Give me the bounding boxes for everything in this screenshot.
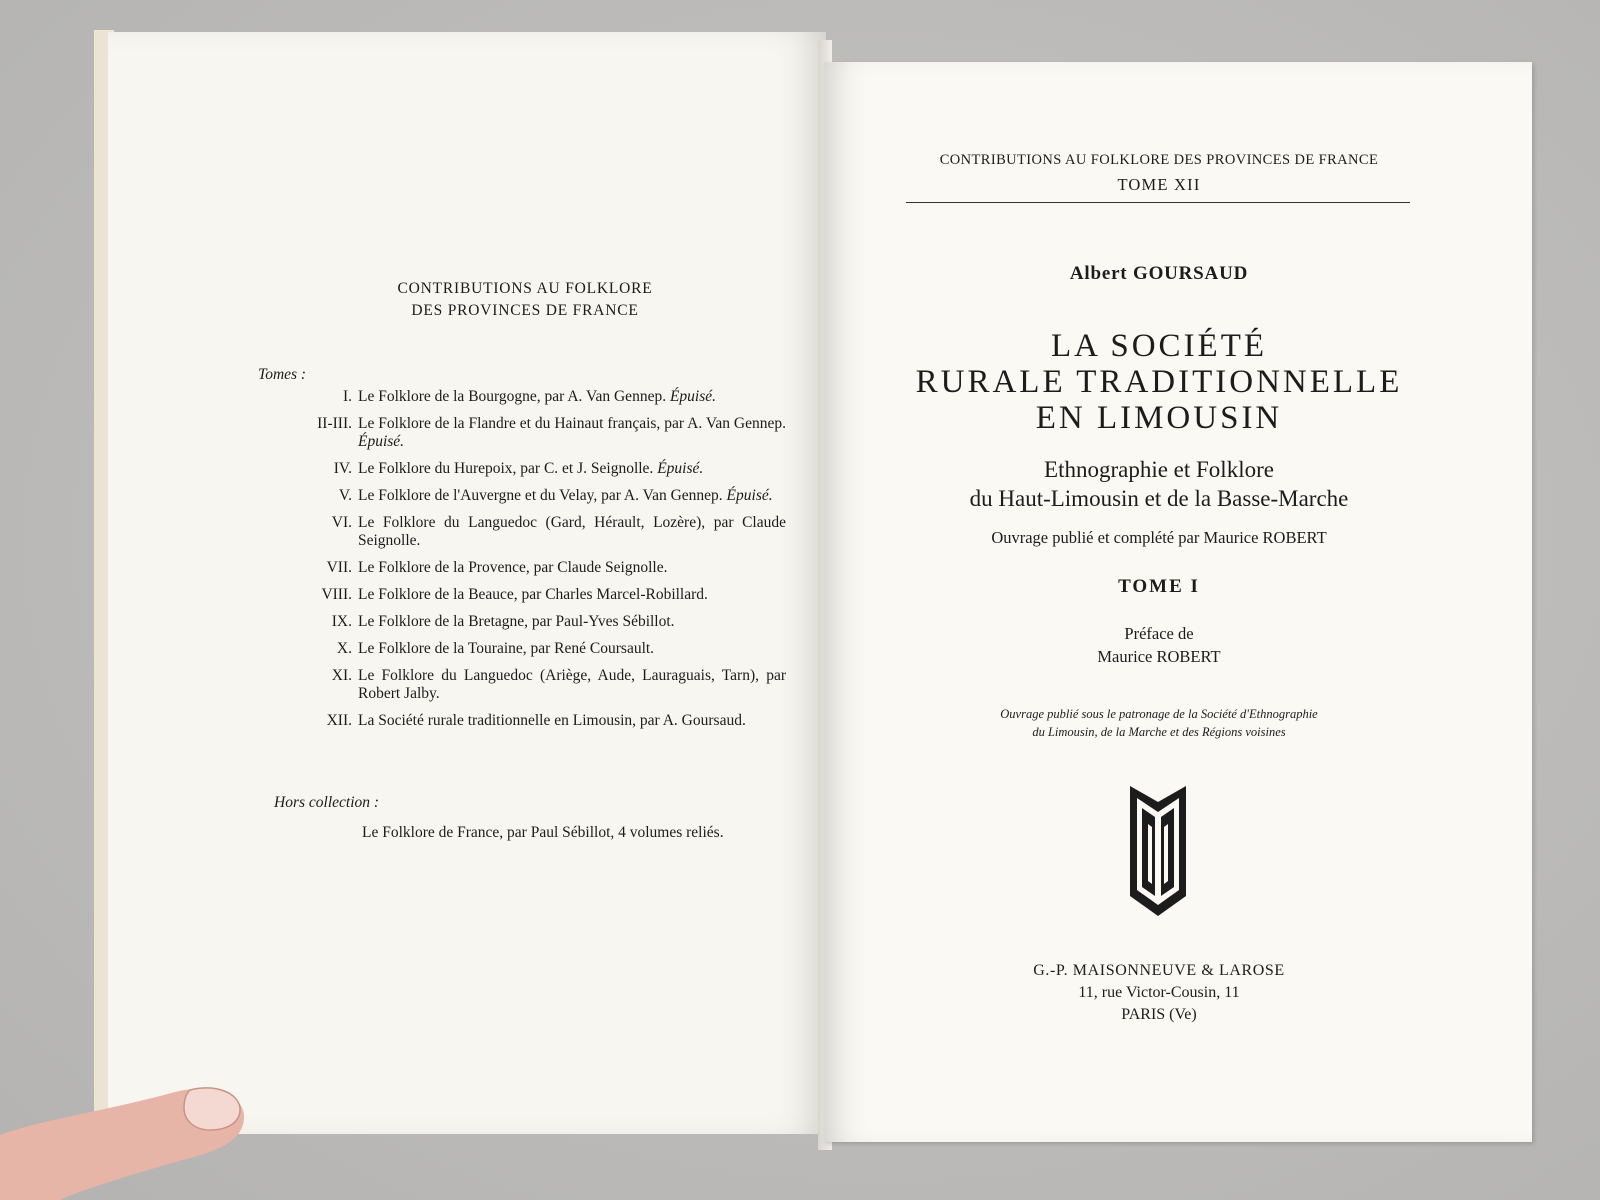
book-title-line-3: EN LIMOUSIN <box>1035 400 1283 436</box>
volume-description <box>358 613 786 631</box>
published-by-note: Ouvrage publié et complété par Maurice ROBERT <box>991 528 1327 547</box>
book-title-line-1: LA SOCIÉTÉ <box>1050 328 1268 364</box>
volume-description <box>358 514 786 550</box>
volume-text: Le Folklore de la Provence, par Claude Seignolle. <box>358 559 668 576</box>
hors-collection-item: Le Folklore de France, par Paul Sébillot, 4 volumes reliés. <box>362 824 724 841</box>
publisher-name: G.-P. MAISONNEUVE & LAROSE <box>1033 962 1285 979</box>
series-tome: TOME XII <box>1117 175 1201 194</box>
finger-image <box>0 1040 250 1200</box>
volume-status: Épuisé. <box>726 487 773 504</box>
tome-number: TOME I <box>1118 576 1200 597</box>
volume-description <box>358 586 786 604</box>
volume-entry <box>280 415 786 451</box>
volume-description <box>358 640 786 658</box>
volume-entry <box>280 388 786 406</box>
volume-number: XI. <box>331 667 352 684</box>
tomes-label: Tomes : <box>258 366 307 383</box>
volume-text: Le Folklore de la Flandre et du Hainaut français, par A. Van Gennep. <box>358 415 786 432</box>
publisher-city: PARIS (Ve) <box>1121 1006 1197 1023</box>
volume-description <box>358 712 786 730</box>
publisher-emblem-icon <box>1128 784 1188 918</box>
volume-number: I. <box>342 388 352 405</box>
volume-number: X. <box>336 640 352 657</box>
volume-status: Épuisé. <box>358 433 405 450</box>
volume-text: Le Folklore du Languedoc (Gard, Hérault, Lozère), par Claude Seignolle. <box>358 514 786 549</box>
volume-entry <box>280 514 786 550</box>
volume-description <box>358 487 786 505</box>
volume-number: IV. <box>333 460 352 477</box>
book-subtitle <box>896 455 1422 513</box>
publisher-block <box>896 960 1422 1026</box>
volume-description <box>358 460 786 478</box>
volume-text: Le Folklore de la Beauce, par Charles Marcel-Robillard. <box>358 586 708 603</box>
volume-description <box>358 667 786 703</box>
book-title <box>896 328 1422 436</box>
volume-description <box>358 559 786 577</box>
volume-entry <box>280 667 786 703</box>
series-title-line-2: DES PROVINCES DE FRANCE <box>411 302 639 319</box>
patronage-note <box>896 705 1422 741</box>
volume-entry <box>280 460 786 478</box>
volume-number: IX. <box>331 613 352 630</box>
volume-description <box>358 388 786 406</box>
preface-line-1: Préface de <box>1124 624 1194 643</box>
preface-credit <box>896 622 1422 668</box>
volume-number: V. <box>338 487 352 504</box>
author-name: Albert GOURSAUD <box>1069 263 1249 284</box>
volume-text: Le Folklore de la Bretagne, par Paul-Yves Sébillot. <box>358 613 675 630</box>
volume-text: Le Folklore du Languedoc (Ariège, Aude, Lauraguais, Tarn), par Robert Jalby. <box>358 667 786 702</box>
volume-number: XII. <box>326 712 352 729</box>
volume-text: Le Folklore de la Bourgogne, par A. Van Gennep. <box>358 388 667 405</box>
volume-number: VIII. <box>321 586 352 603</box>
book-title-line-2: RURALE TRADITIONNELLE <box>915 364 1403 400</box>
volume-list <box>280 388 786 739</box>
volume-number: II-III. <box>317 415 352 432</box>
volume-number: VI. <box>331 514 352 531</box>
volume-status: Épuisé. <box>669 388 717 405</box>
volume-text: Le Folklore de l'Auvergne et du Velay, par A. Van Gennep. <box>358 487 723 504</box>
volume-status: Épuisé. <box>657 460 704 477</box>
volume-entry <box>280 487 786 505</box>
preface-line-2: Maurice ROBERT <box>1097 647 1221 666</box>
series-title-line-1: CONTRIBUTIONS AU FOLKLORE <box>397 280 653 297</box>
volume-entry <box>280 640 786 658</box>
header-rule <box>906 202 1410 203</box>
volume-text: Le Folklore de la Touraine, par René Coursault. <box>358 640 655 657</box>
volume-entry <box>280 559 786 577</box>
series-title <box>250 278 800 322</box>
volume-text: La Société rurale traditionnelle en Limousin, par A. Goursaud. <box>358 712 746 729</box>
patronage-line-1: Ouvrage publié sous le patronage de la Société d'Ethnographie <box>1000 707 1318 721</box>
subtitle-line-2: du Haut-Limousin et de la Basse-Marche <box>969 486 1349 511</box>
volume-entry <box>280 586 786 604</box>
patronage-line-2: du Limousin, de la Marche et des Régions voisines <box>1032 725 1286 739</box>
volume-entry <box>280 613 786 631</box>
series-header: CONTRIBUTIONS AU FOLKLORE DES PROVINCES DE FRANCE <box>939 152 1379 168</box>
volume-text: Le Folklore du Hurepoix, par C. et J. Seignolle. <box>358 460 654 477</box>
publisher-address: 11, rue Victor-Cousin, 11 <box>1078 984 1240 1001</box>
volume-entry <box>280 712 786 730</box>
subtitle-line-1: Ethnographie et Folklore <box>1044 457 1274 482</box>
hors-collection-label: Hors collection : <box>274 794 380 811</box>
volume-number: VII. <box>326 559 352 576</box>
volume-description <box>358 415 786 451</box>
